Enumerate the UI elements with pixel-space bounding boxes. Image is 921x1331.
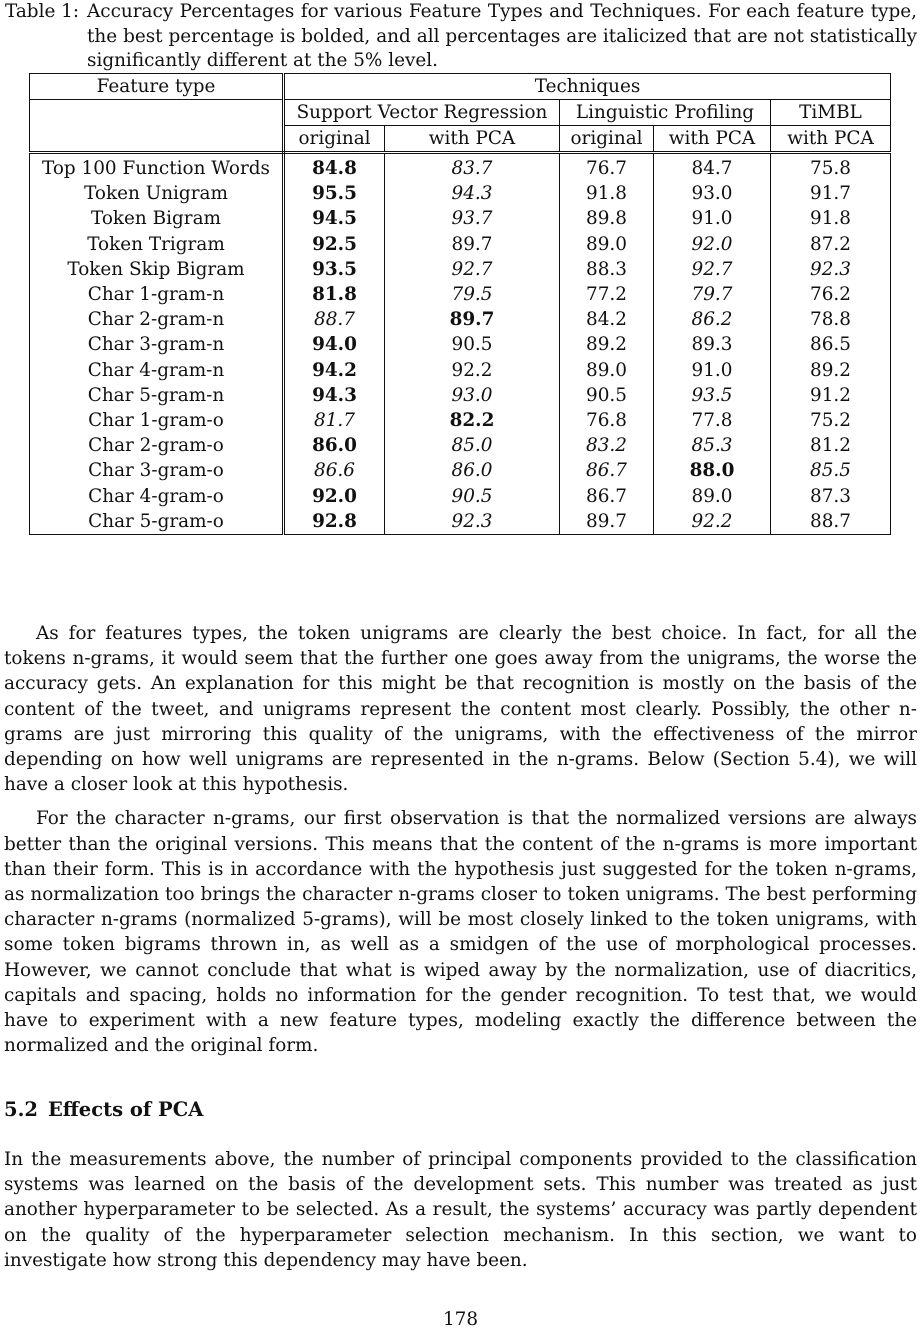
accuracy-cell: 92.3 bbox=[385, 509, 560, 535]
accuracy-cell: 91.0 bbox=[654, 358, 771, 383]
accuracy-cell: 86.2 bbox=[654, 307, 771, 332]
feature-type-cell: Char 1-gram-o bbox=[30, 408, 284, 433]
accuracy-cell: 86.5 bbox=[771, 332, 891, 357]
accuracy-cell: 88.7 bbox=[284, 307, 385, 332]
accuracy-cell: 92.2 bbox=[654, 509, 771, 535]
accuracy-cell: 89.7 bbox=[560, 509, 654, 535]
page-number: 178 bbox=[442, 1309, 479, 1330]
accuracy-cell: 90.5 bbox=[385, 332, 560, 357]
accuracy-cell: 88.3 bbox=[560, 257, 654, 282]
empty-header-cell bbox=[30, 126, 284, 153]
results-table-body bbox=[30, 153, 891, 535]
accuracy-cell: 87.3 bbox=[771, 483, 891, 508]
table-row bbox=[30, 332, 891, 357]
accuracy-cell: 76.2 bbox=[771, 282, 891, 307]
feature-type-cell: Char 3-gram-o bbox=[30, 458, 284, 483]
accuracy-cell: 89.0 bbox=[654, 483, 771, 508]
accuracy-cell: 86.0 bbox=[284, 433, 385, 458]
table-row bbox=[30, 483, 891, 508]
accuracy-cell: 93.7 bbox=[385, 206, 560, 231]
paragraph: As for features types, the token unigrams are clearly the best choice. In fact, for all the tokens n-grams, it would seem that the further one goes away from the unigrams, the worse the accuracy gets. An explanation for this might be that recognition is mostly on the basis of the content of the tweet, and unigrams represent the content most clearly. Possibly, the other n-grams are just mirroring this quality of the unigrams, with the effectiveness of the mirror depending on how well unigrams are represented in the n-grams. Below (Section 5.4), we will have a closer look at this hypothesis. bbox=[4, 623, 917, 796]
accuracy-cell: 77.8 bbox=[654, 408, 771, 433]
accuracy-cell: 89.3 bbox=[654, 332, 771, 357]
system-header-timbl: TiMBL bbox=[771, 100, 891, 126]
accuracy-cell: 92.3 bbox=[771, 257, 891, 282]
feature-type-cell: Char 4-gram-n bbox=[30, 358, 284, 383]
accuracy-cell: 86.7 bbox=[560, 483, 654, 508]
accuracy-cell: 86.6 bbox=[284, 458, 385, 483]
accuracy-cell: 78.8 bbox=[771, 307, 891, 332]
accuracy-cell: 89.0 bbox=[560, 358, 654, 383]
accuracy-cell: 75.8 bbox=[771, 153, 891, 182]
table-row bbox=[30, 181, 891, 206]
accuracy-cell: 76.7 bbox=[560, 153, 654, 182]
feature-type-cell: Char 2-gram-n bbox=[30, 307, 284, 332]
accuracy-cell: 95.5 bbox=[284, 181, 385, 206]
results-table bbox=[29, 73, 891, 535]
accuracy-cell: 92.7 bbox=[385, 257, 560, 282]
variant-header: original bbox=[284, 126, 385, 153]
table-row bbox=[30, 509, 891, 535]
accuracy-cell: 86.0 bbox=[385, 458, 560, 483]
table-caption bbox=[5, 0, 917, 74]
table-row bbox=[30, 206, 891, 231]
section-number: 5.2 bbox=[4, 1098, 38, 1121]
feature-type-cell: Token Trigram bbox=[30, 232, 284, 257]
techniques-header: Techniques bbox=[284, 74, 891, 100]
accuracy-cell: 88.0 bbox=[654, 458, 771, 483]
accuracy-cell: 85.5 bbox=[771, 458, 891, 483]
table-row bbox=[30, 458, 891, 483]
accuracy-cell: 83.2 bbox=[560, 433, 654, 458]
accuracy-cell: 92.8 bbox=[284, 509, 385, 535]
feature-type-cell: Token Bigram bbox=[30, 206, 284, 231]
accuracy-cell: 87.2 bbox=[771, 232, 891, 257]
accuracy-cell: 92.5 bbox=[284, 232, 385, 257]
accuracy-cell: 94.0 bbox=[284, 332, 385, 357]
accuracy-cell: 81.2 bbox=[771, 433, 891, 458]
variant-header: with PCA bbox=[771, 126, 891, 153]
accuracy-cell: 83.7 bbox=[385, 153, 560, 182]
accuracy-cell: 79.5 bbox=[385, 282, 560, 307]
accuracy-cell: 91.8 bbox=[560, 181, 654, 206]
paragraph: In the measurements above, the number of principal components provided to the classification systems was learned on the basis of the development sets. This number was treated as just another hyperparameter to be selected. As a result, the systems’ accuracy was partly dependent on the quality of the hyperparameter selection mechanism. In this section, we want to investigate how strong this dependency may have been. bbox=[4, 1149, 917, 1271]
variant-header: with PCA bbox=[654, 126, 771, 153]
table-row bbox=[30, 383, 891, 408]
accuracy-cell: 82.2 bbox=[385, 408, 560, 433]
feature-type-cell: Char 5-gram-o bbox=[30, 509, 284, 535]
variant-header: original bbox=[560, 126, 654, 153]
accuracy-cell: 88.7 bbox=[771, 509, 891, 535]
feature-type-cell: Token Skip Bigram bbox=[30, 257, 284, 282]
accuracy-cell: 94.5 bbox=[284, 206, 385, 231]
accuracy-cell: 89.7 bbox=[385, 307, 560, 332]
table-row bbox=[30, 433, 891, 458]
variant-header: with PCA bbox=[385, 126, 560, 153]
table-row bbox=[30, 307, 891, 332]
section-body bbox=[4, 1147, 917, 1273]
accuracy-cell: 93.0 bbox=[654, 181, 771, 206]
accuracy-cell: 84.2 bbox=[560, 307, 654, 332]
feature-type-cell: Top 100 Function Words bbox=[30, 153, 284, 182]
table-row bbox=[30, 408, 891, 433]
accuracy-cell: 89.7 bbox=[385, 232, 560, 257]
accuracy-cell: 93.5 bbox=[284, 257, 385, 282]
accuracy-cell: 84.8 bbox=[284, 153, 385, 182]
accuracy-cell: 86.7 bbox=[560, 458, 654, 483]
section-heading bbox=[4, 1098, 203, 1121]
paragraph: For the character n-grams, our first observation is that the normalized versions are always better than the original versions. This means that the content of the n-grams is more important than their form. This is in accordance with the hypothesis just suggested for the token n-grams, as normalization too brings the character n-grams closer to token unigrams. The best performing character n-grams (normalized 5-grams), will be most closely linked to the token unigrams, with some token bigrams thrown in, as well as a smidgen of the use of morphological processes. However, we cannot conclude that what is wiped away by the normalization, use of diacritics, capitals and spacing, holds no information for the gender recognition. To test that, we would have to experiment with a new feature types, modeling exactly the difference between the normalized and the original form. bbox=[4, 808, 917, 1057]
accuracy-cell: 91.2 bbox=[771, 383, 891, 408]
feature-type-cell: Char 1-gram-n bbox=[30, 282, 284, 307]
feature-type-cell: Char 3-gram-n bbox=[30, 332, 284, 357]
accuracy-cell: 90.5 bbox=[560, 383, 654, 408]
section-title: Effects of PCA bbox=[47, 1098, 204, 1121]
accuracy-cell: 94.3 bbox=[385, 181, 560, 206]
system-header-svr: Support Vector Regression bbox=[284, 100, 560, 126]
accuracy-cell: 81.8 bbox=[284, 282, 385, 307]
accuracy-cell: 94.2 bbox=[284, 358, 385, 383]
accuracy-cell: 91.8 bbox=[771, 206, 891, 231]
accuracy-cell: 76.8 bbox=[560, 408, 654, 433]
accuracy-cell: 75.2 bbox=[771, 408, 891, 433]
table-row bbox=[30, 257, 891, 282]
accuracy-cell: 93.0 bbox=[385, 383, 560, 408]
accuracy-cell: 89.8 bbox=[560, 206, 654, 231]
accuracy-cell: 89.2 bbox=[560, 332, 654, 357]
accuracy-cell: 89.0 bbox=[560, 232, 654, 257]
accuracy-cell: 92.0 bbox=[654, 232, 771, 257]
body-paragraphs bbox=[4, 621, 917, 1058]
table-row bbox=[30, 153, 891, 182]
table-row bbox=[30, 358, 891, 383]
feature-type-cell: Char 5-gram-n bbox=[30, 383, 284, 408]
accuracy-cell: 92.2 bbox=[385, 358, 560, 383]
table-row bbox=[30, 232, 891, 257]
accuracy-cell: 91.7 bbox=[771, 181, 891, 206]
empty-header-cell bbox=[30, 100, 284, 126]
accuracy-cell: 90.5 bbox=[385, 483, 560, 508]
accuracy-cell: 91.0 bbox=[654, 206, 771, 231]
accuracy-cell: 92.7 bbox=[654, 257, 771, 282]
feature-type-cell: Char 2-gram-o bbox=[30, 433, 284, 458]
feature-type-cell: Token Unigram bbox=[30, 181, 284, 206]
system-header-lp: Linguistic Profiling bbox=[560, 100, 771, 126]
accuracy-cell: 89.2 bbox=[771, 358, 891, 383]
feature-type-cell: Char 4-gram-o bbox=[30, 483, 284, 508]
accuracy-cell: 84.7 bbox=[654, 153, 771, 182]
accuracy-cell: 85.3 bbox=[654, 433, 771, 458]
accuracy-cell: 79.7 bbox=[654, 282, 771, 307]
accuracy-cell: 94.3 bbox=[284, 383, 385, 408]
caption-text: Accuracy Percentages for various Feature Types and Techniques. For each feature type, the best percentage is bolded, and all percentages are italicized that are not statistically significantly different at the 5% level. bbox=[87, 1, 917, 71]
accuracy-cell: 81.7 bbox=[284, 408, 385, 433]
accuracy-cell: 77.2 bbox=[560, 282, 654, 307]
feature-type-header: Feature type bbox=[30, 74, 284, 100]
accuracy-cell: 92.0 bbox=[284, 483, 385, 508]
table-row bbox=[30, 282, 891, 307]
caption-label: Table 1: bbox=[5, 1, 80, 22]
accuracy-cell: 85.0 bbox=[385, 433, 560, 458]
accuracy-cell: 93.5 bbox=[654, 383, 771, 408]
